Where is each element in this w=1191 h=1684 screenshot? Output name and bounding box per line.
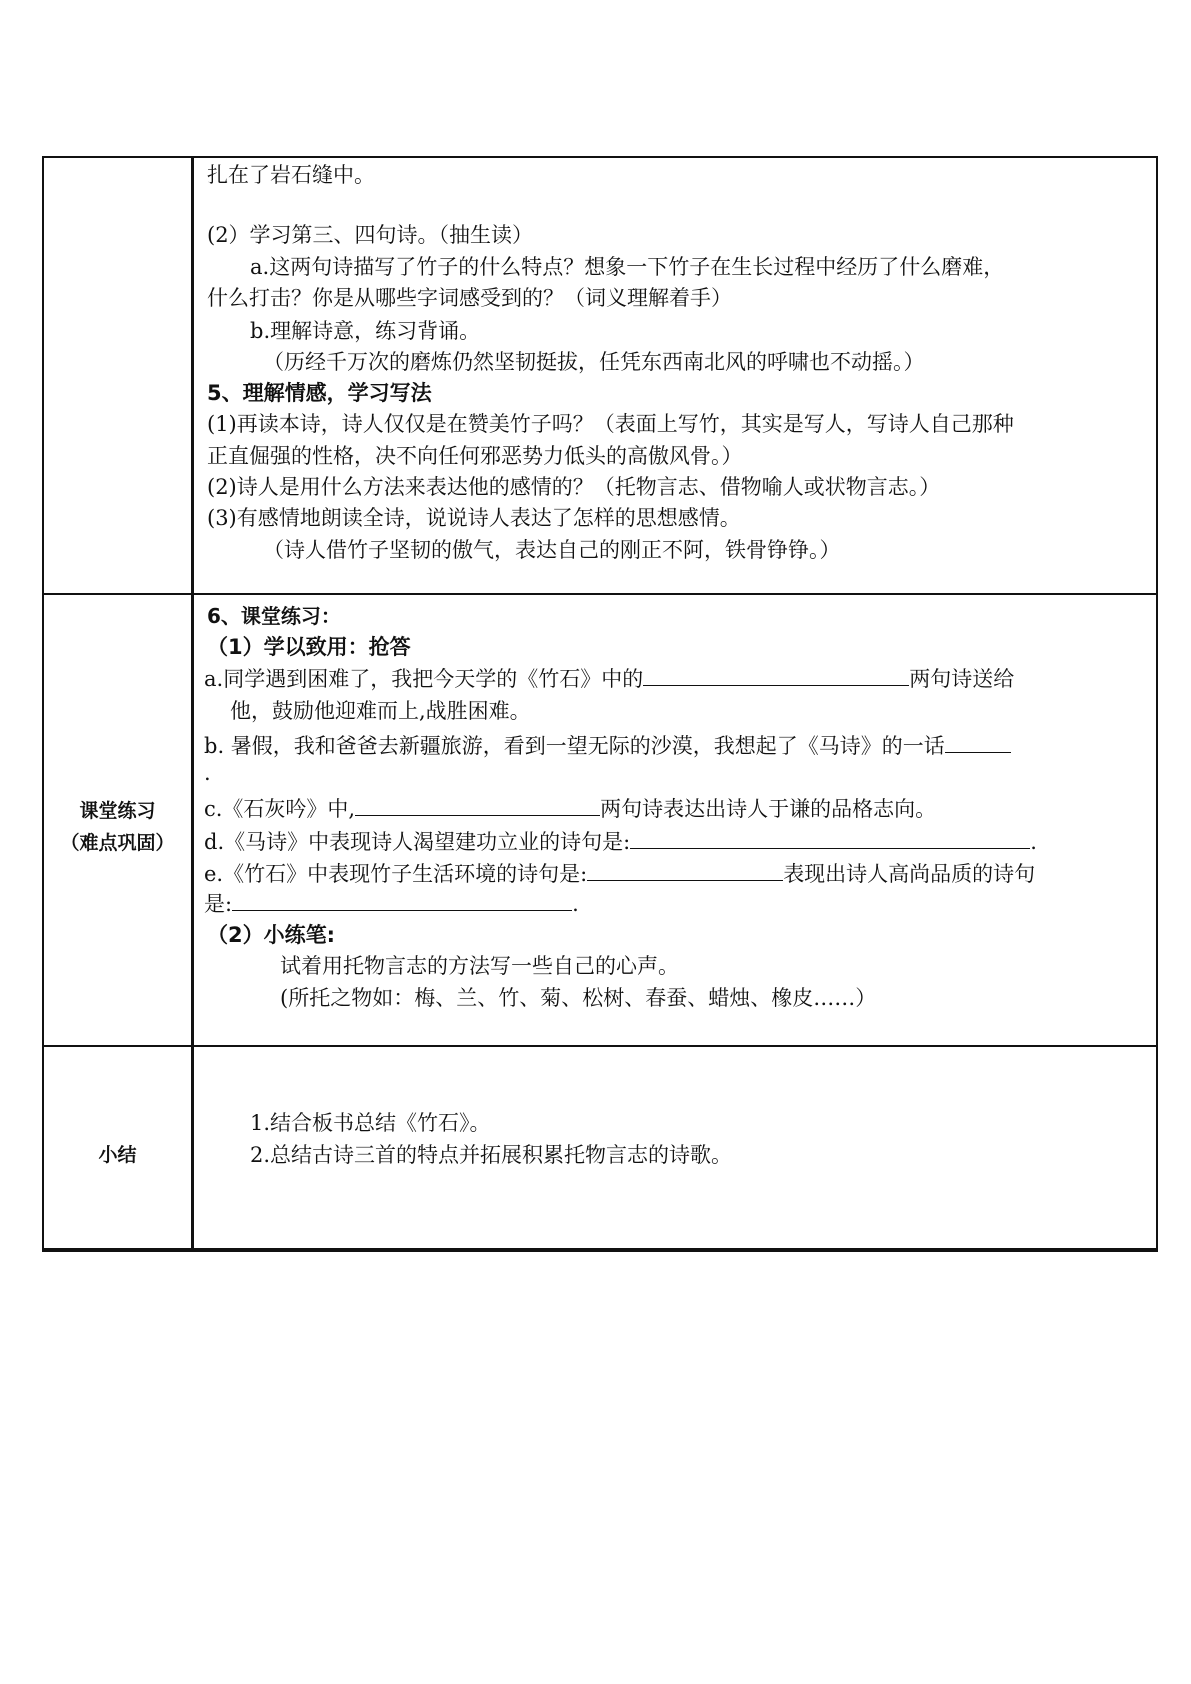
exercise-d [204,826,1037,857]
practice-examples: (所托之物如：梅、兰、竹、菊、松树、春蚕、蜡烛、橡皮……） [280,986,877,1010]
text-line: 正直倔强的性格，决不向任何邪恶势力低头的高傲风骨。） [207,444,743,468]
text-line: (2)诗人是用什么方法来表达他的感情的？（托物言志、借物喻人或状物言志。） [207,475,941,499]
subsection-heading: （2）小练笔: [207,923,336,947]
text-line: 扎在了岩石缝中。 [207,163,375,187]
lesson-table [42,156,1158,1252]
text-line: (1)再读本诗，诗人仅仅是在赞美竹子吗？（表面上写竹，其实是写人，写诗人自己那种 [207,412,1014,436]
exercise-d-text: d.《马诗》中表现诗人渴望建功立业的诗句是: [204,830,631,854]
answer-line: （历经千万次的磨炼仍然坚韧挺拔，任凭东西南北风的呼啸也不动摇。） [263,350,925,374]
exercise-a-text-end: 两句诗送给 [909,667,1015,691]
question-line: a.这两句诗描写了竹子的什么特点？想象一下竹子在生长过程中经历了什么磨难， [250,255,1005,279]
text-line: (3)有感情地朗读全诗，说说诗人表达了怎样的思想感情。 [207,506,741,530]
column-divider [191,156,194,1252]
text-line: b.理解诗意，练习背诵。 [250,319,481,343]
answer-blank[interactable] [232,888,572,911]
exercise-a-text: a.同学遇到困难了，我把今天学的《竹石》中的 [204,667,644,691]
exercise-d-text-end: . [1030,830,1037,854]
row-divider-1 [42,593,1158,595]
answer-blank[interactable] [945,730,1011,753]
text-line: (2）学习第三、四句诗。（抽生读） [207,223,534,247]
section-heading: 6、课堂练习： [207,604,341,628]
exercise-c-text: c.《石灰吟》中, [204,797,356,821]
summary-item: 2.总结古诗三首的特点并拓展积累托物言志的诗歌。 [250,1143,733,1167]
exercise-e [204,858,1035,889]
exercise-b-line2: . [204,761,211,785]
exercise-e2-text: 是: [204,892,233,916]
exercise-c [204,793,936,824]
practice-instruction: 试着用托物言志的方法写一些自己的心声。 [280,954,679,978]
exercise-b [204,730,1011,761]
answer-blank[interactable] [587,858,783,881]
exercise-e2-text-end: . [572,892,579,916]
exercise-e-text: e.《竹石》中表现竹子生活环境的诗句是: [204,862,588,886]
exercise-a-line2: 他，鼓励他迎难而上,战胜困难。 [230,699,531,723]
table-bottom-border [42,1248,1158,1251]
exercise-e-line2 [204,888,579,919]
answer-blank[interactable] [630,826,1030,849]
row-divider-2 [42,1045,1158,1047]
answer-blank[interactable] [643,663,909,686]
row-label-practice-sub: （难点巩固） [60,832,175,854]
section-heading: 5、理解情感，学习写法 [207,381,432,405]
text-line: 什么打击？你是从哪些字词感受到的？（词义理解着手） [207,286,732,310]
answer-line: （诗人借竹子坚韧的傲气，表达自己的刚正不阿，铁骨铮铮。） [263,538,841,562]
subsection-heading: （1）学以致用：抢答 [207,635,411,659]
exercise-c-text-end: 两句诗表达出诗人于谦的品格志向。 [600,797,937,821]
exercise-e-text-end: 表现出诗人高尚品质的诗句 [783,862,1036,886]
row-label-summary: 小结 [98,1144,137,1166]
answer-blank[interactable] [355,793,600,816]
exercise-a [204,663,1014,694]
summary-item: 1.结合板书总结《竹石》。 [250,1111,491,1135]
row-label-practice: 课堂练习 [79,800,156,822]
exercise-b-text: b. 暑假，我和爸爸去新疆旅游，看到一望无际的沙漠，我想起了《马诗》的一话 [204,734,945,758]
